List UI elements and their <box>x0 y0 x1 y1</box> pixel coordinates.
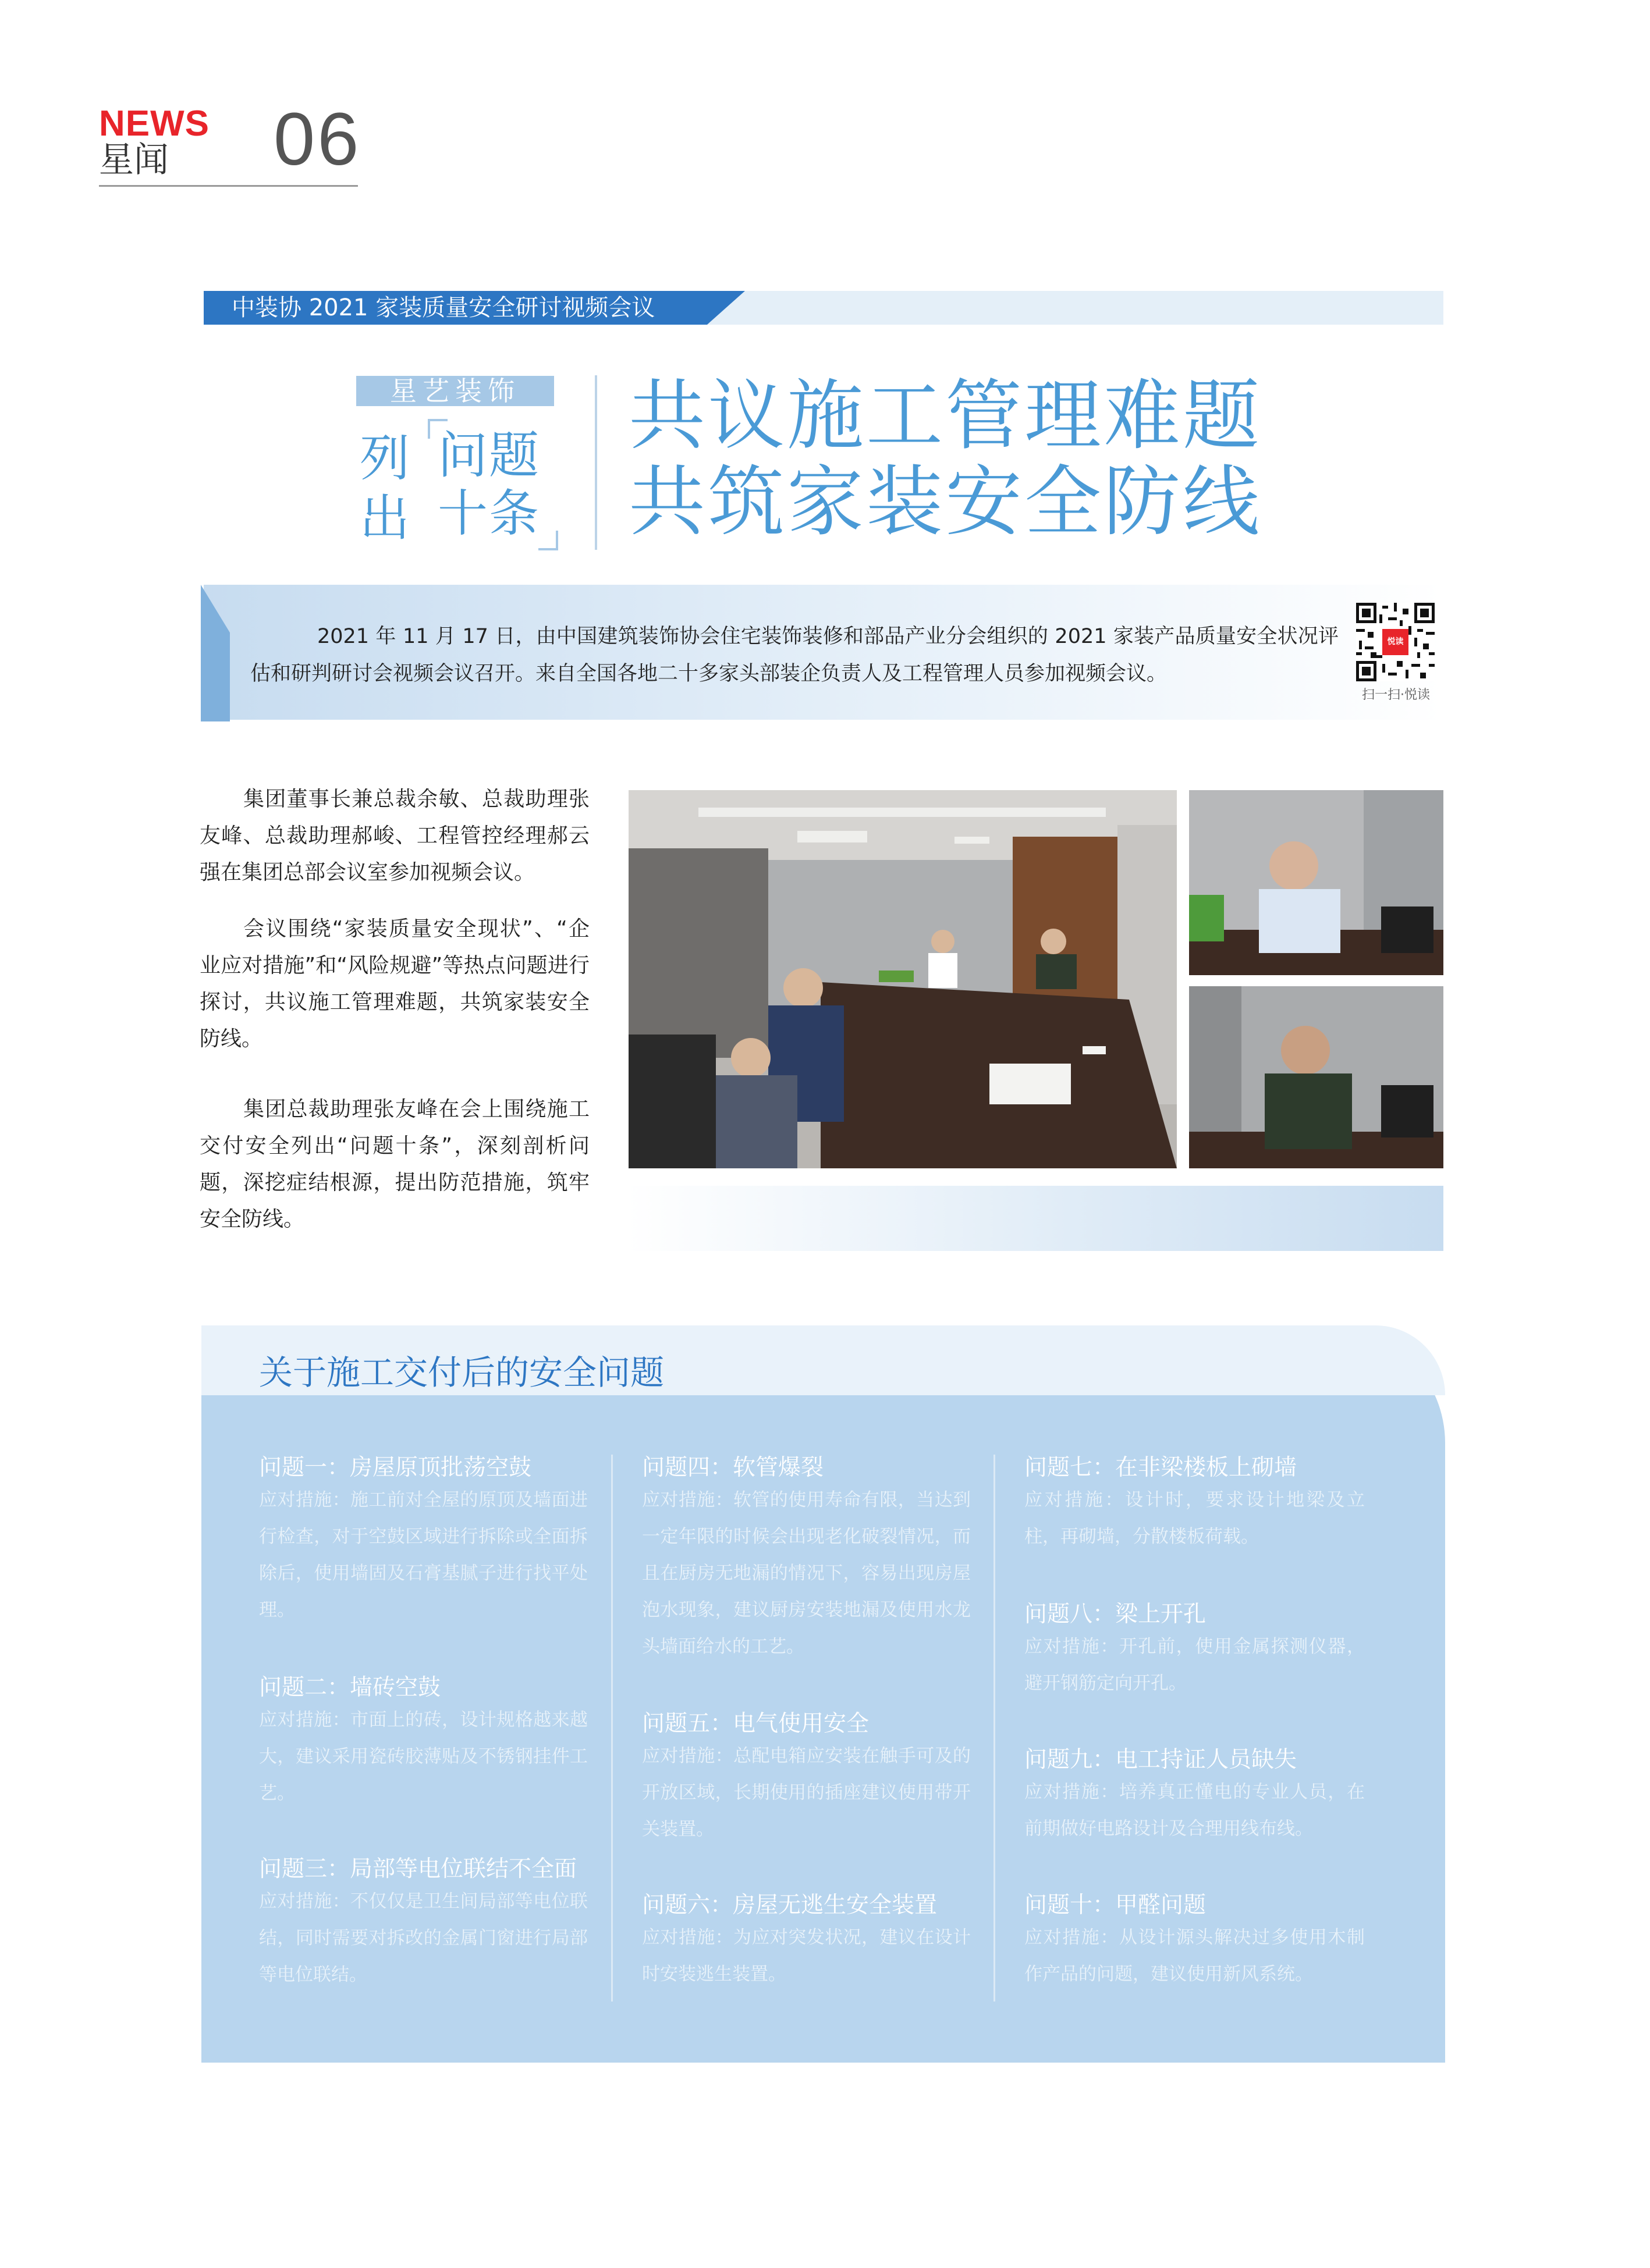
issue-text: 应对措施：从设计源头解决过多使用木制作产品的问题，建议使用新风系统。 <box>1024 1926 1365 1985</box>
issue-text: 应对措施：培养真正懂电的专业人员，在前期做好电路设计及合理用线布线。 <box>1024 1781 1365 1839</box>
issues-heading: 关于施工交付后的安全问题 <box>259 1353 665 1392</box>
speaker-photo <box>1189 790 1443 975</box>
body-paragraph-2: 会议围绕“家装质量安全现状”、“企业应对措施”和“风险规避”等热点问题进行探讨，共议施工管理难题，共筑家装安全防线。 <box>200 917 590 1051</box>
issue-title: 问题一：房屋原顶批荡空鼓 <box>259 1455 532 1481</box>
participant-photo <box>1189 986 1443 1168</box>
issue-item-10 <box>1024 1892 1365 1993</box>
main-title <box>629 371 1262 547</box>
issue-item-9 <box>1024 1747 1365 1847</box>
issue-text: 应对措施：不仅仅是卫生间局部等电位联结，同时需要对拆改的金属门窗进行局部等电位联结。 <box>259 1890 588 1985</box>
issue-title: 问题三：局部等电位联结不全面 <box>259 1856 577 1882</box>
title-word-shitiao: 十条 <box>438 485 540 543</box>
issue-title: 问题四：软管爆裂 <box>642 1455 824 1481</box>
body-paragraph-3: 集团总裁助理张友峰在会上围绕施工交付安全列出“问题十条”，深刻剖析问题，深挖症结根源，提出防范措施，筑牢安全防线。 <box>200 1097 590 1231</box>
issue-text: 应对措施：市面上的砖，设计规格越来越大，建议采用瓷砖胶薄贴及不锈钢挂件工艺。 <box>259 1709 588 1804</box>
issue-item-5 <box>642 1711 971 1848</box>
brand-tag: 星艺装饰 <box>356 376 554 406</box>
issue-text: 应对措施：施工前对全屋的原顶及墙面进行检查，对于空鼓区域进行拆除或全面拆除后，使用墙固及石膏基腻子进行找平处理。 <box>259 1489 588 1620</box>
issue-title: 问题五：电气使用安全 <box>642 1711 870 1737</box>
issue-text: 应对措施：软管的使用寿命有限，当达到一定年限的时候会出现老化破裂情况，而且在厨房无地漏的情况下，容易出现房屋泡水现象，建议厨房安装地漏及使用水龙头墙面给水的工艺。 <box>642 1489 971 1657</box>
issue-text: 应对措施：总配电箱应安装在触手可及的开放区域，长期使用的插座建议使用带开关装置。 <box>642 1745 971 1840</box>
issue-title: 问题六：房屋无逃生安全装置 <box>642 1892 938 1918</box>
intro-text: 2021 年 11 月 17 日，由中国建筑装饰协会住宅装饰装修和部品产业分会组织的 2021 家装产品质量安全状况评估和研判研讨会视频会议召开。来自全国各地二十多家头部装企负责人及工程管理人员参加视频会议。 <box>250 625 1339 685</box>
issue-item-3 <box>259 1856 588 1993</box>
title-divider <box>595 375 597 550</box>
issue-item-7 <box>1024 1455 1365 1555</box>
qr-badge: 悦读 <box>1387 637 1404 646</box>
column-divider-2 <box>993 1455 995 2002</box>
issue-item-6 <box>642 1892 971 1993</box>
main-title-line-2: 共筑家装安全防线 <box>629 457 1262 547</box>
frame-corner-bottom-right <box>538 531 558 550</box>
issue-title: 问题二：墙砖空鼓 <box>259 1675 441 1701</box>
issue-item-4 <box>642 1455 971 1665</box>
section-banner-text: 中装协 2021 家装质量安全研讨视频会议 <box>232 294 655 321</box>
qr-caption: 扫一扫·悦读 <box>1362 688 1430 702</box>
title-char-lie: 列 <box>360 429 410 488</box>
header-rule <box>99 185 358 187</box>
photo-footer-strip <box>627 1186 1443 1251</box>
body-paragraph-1: 集团董事长兼总裁余敏、总裁助理张友峰、总裁助理郝峻、工程管控经理郝云强在集团总部会议室参加视频会议。 <box>200 787 590 884</box>
issue-text: 应对措施：开孔前，使用金属探测仪器，避开钢筋定向开孔。 <box>1024 1636 1365 1694</box>
title-char-chu: 出 <box>360 489 410 548</box>
issue-title: 问题八：梁上开孔 <box>1024 1601 1207 1627</box>
issue-item-2 <box>259 1675 588 1812</box>
title-word-wenti: 问题 <box>438 426 540 485</box>
issue-title: 问题七：在非梁楼板上砌墙 <box>1024 1455 1297 1481</box>
issue-item-8 <box>1024 1601 1365 1702</box>
meeting-room-photo <box>629 790 1177 1168</box>
page-number: 06 <box>274 98 361 181</box>
issue-title: 问题九：电工持证人员缺失 <box>1024 1747 1297 1773</box>
issue-title: 问题十：甲醛问题 <box>1024 1892 1207 1918</box>
column-divider-1 <box>611 1455 613 2002</box>
qr-code-icon[interactable] <box>1356 603 1435 681</box>
news-label: 星闻 <box>99 140 169 180</box>
issue-item-1 <box>259 1455 588 1629</box>
main-title-line-1: 共议施工管理难题 <box>629 371 1262 461</box>
issue-text: 应对措施：设计时，要求设计地梁及立柱，再砌墙，分散楼板荷载。 <box>1024 1489 1365 1547</box>
news-logo: NEWS <box>99 104 210 144</box>
issue-text: 应对措施：为应对突发状况，建议在设计时安装逃生装置。 <box>642 1926 971 1985</box>
